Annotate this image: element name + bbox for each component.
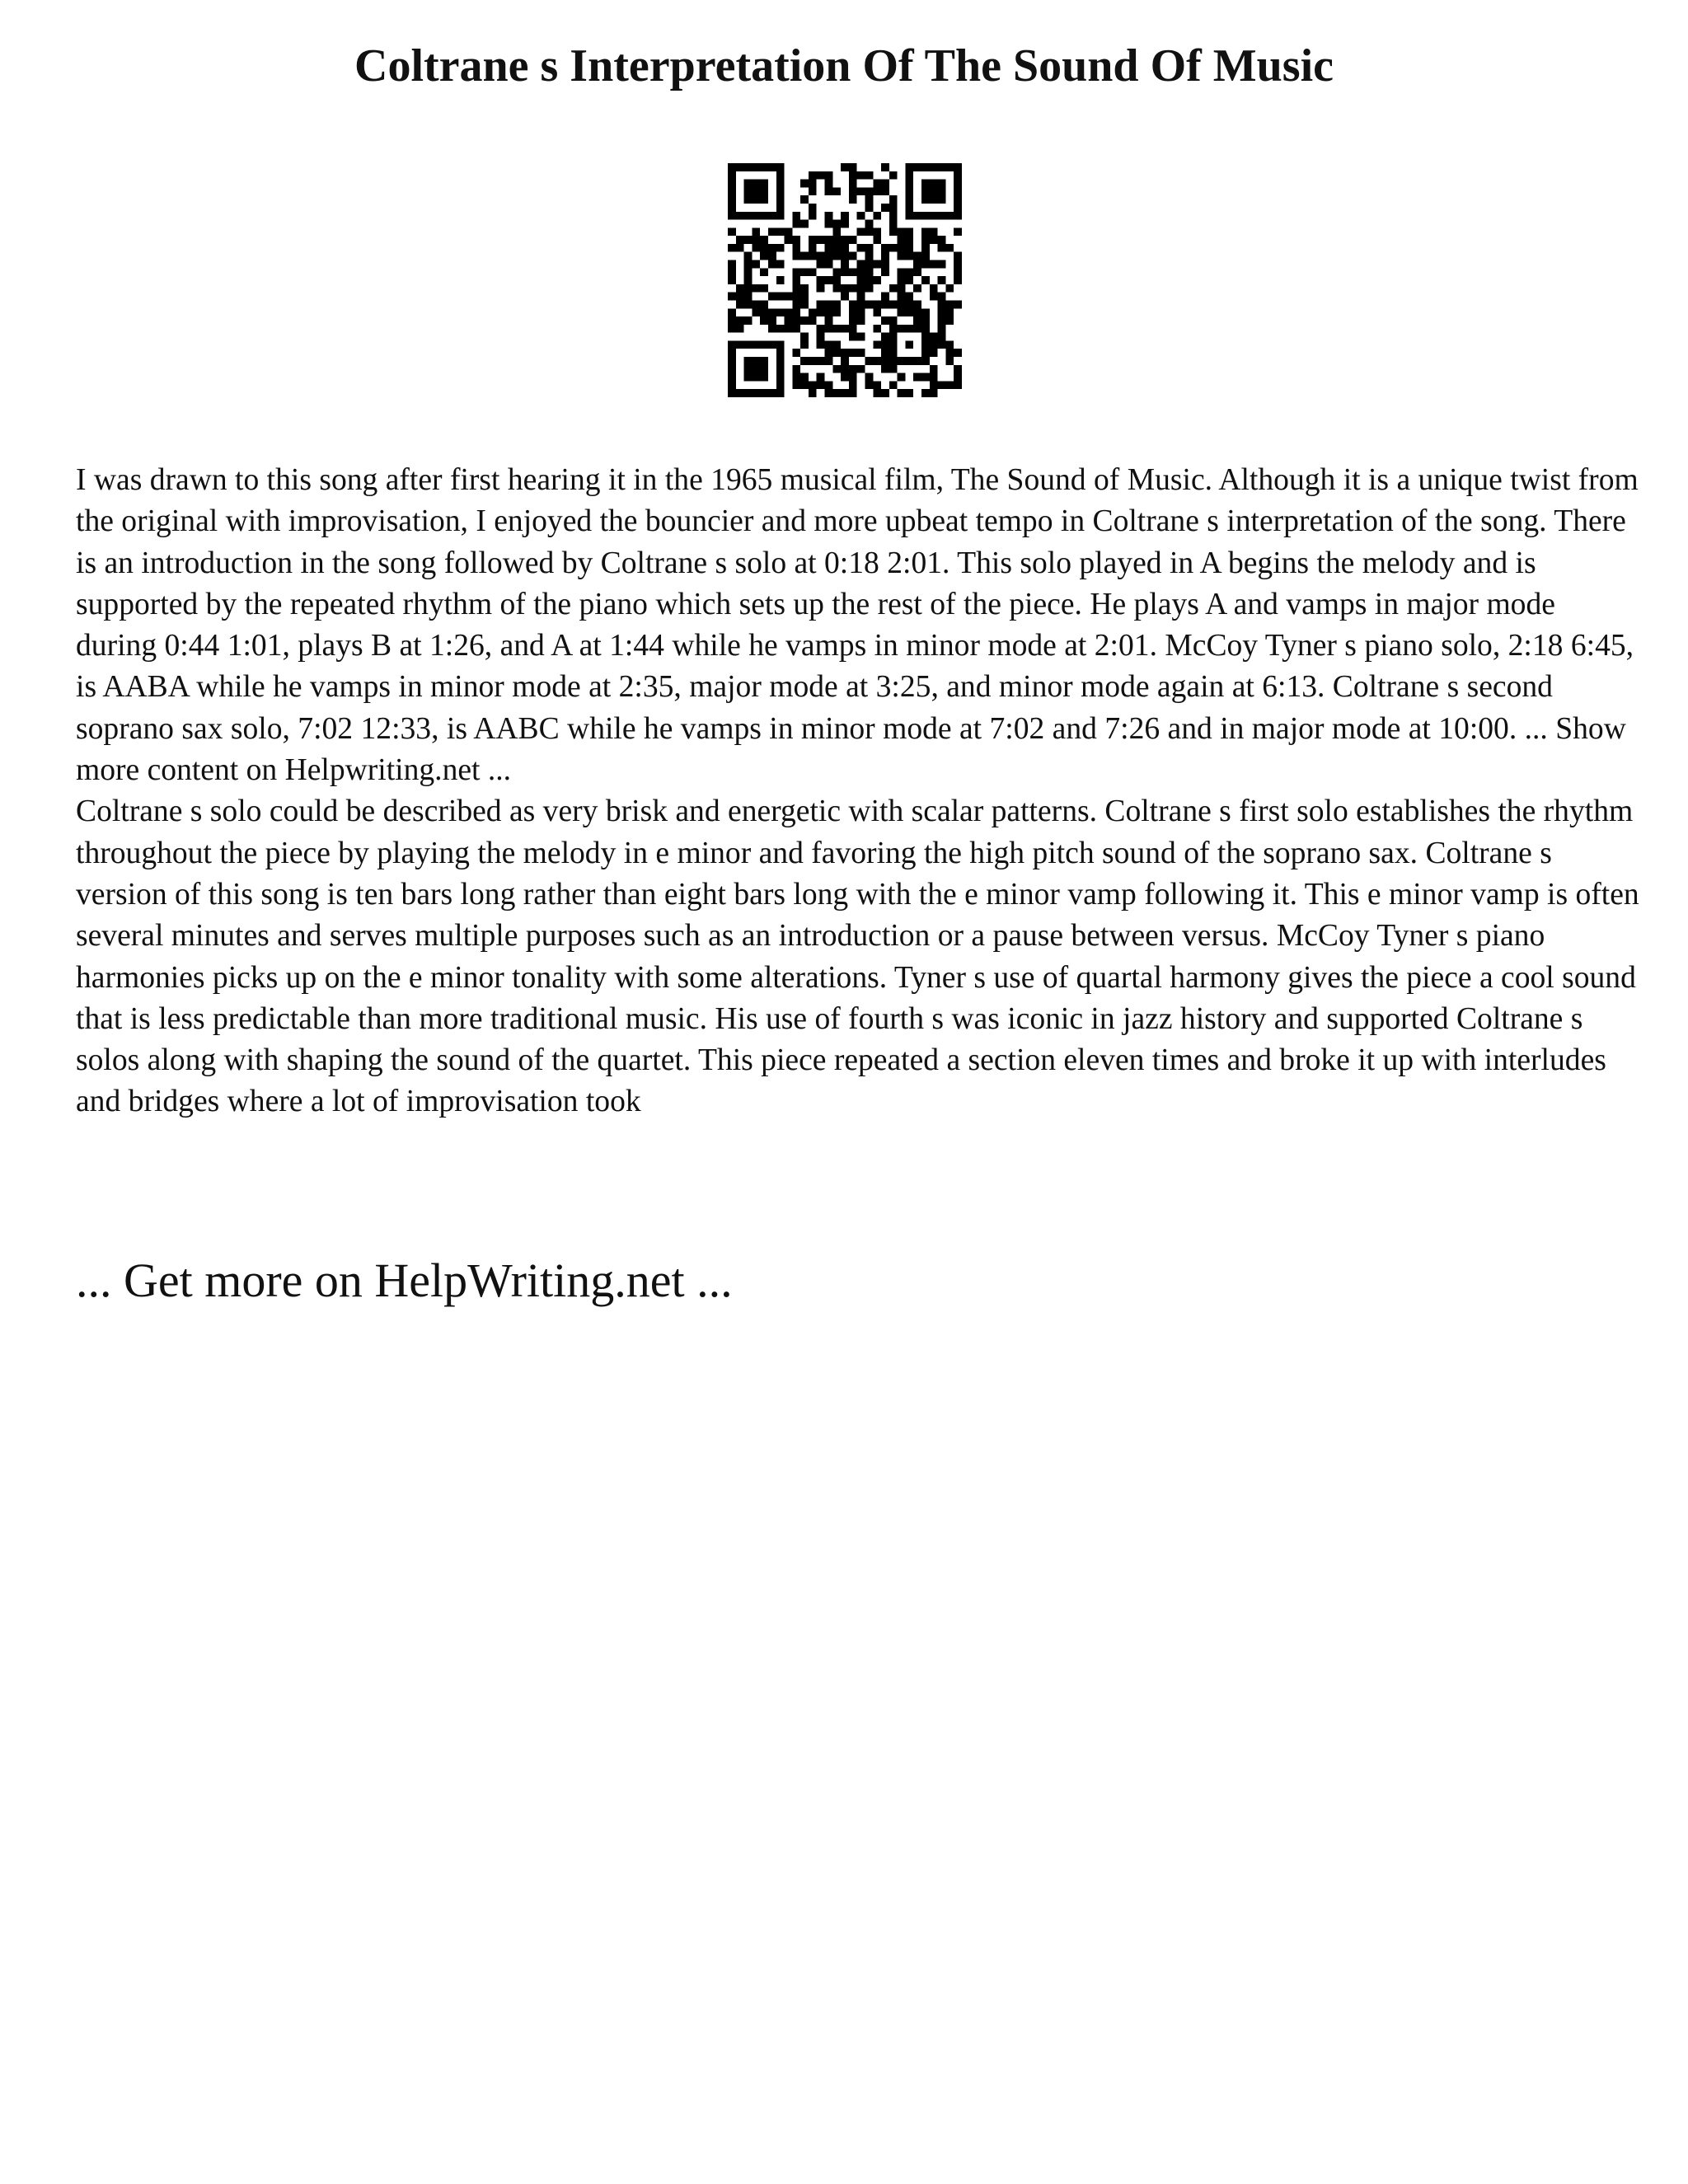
paragraph: I was drawn to this song after first hearing it in the 1965 musical film, The Sound of Music. Although it is a unique twist from the original with improvisation, I enjoyed the bouncier and more upbeat tempo in Coltrane s interpretation of the song. There is an introduction in the song followed by Coltrane s solo at 0:18 2:01. This solo played in A begins the melody and is supported by the repeated rhythm of the piano which sets up the rest of the piece. He plays A and vamps in major mode during 0:44 1:01, plays B at 1:26, and A at 1:44 while he vamps in minor mode at 2:01. McCoy Tyner s piano solo, 2:18 6:45, is AABA while he vamps in minor mode at 2:35, major mode at 3:25, and minor mode again at 6:13. Coltrane s second soprano sax solo, 7:02 12:33, is AABC while he vamps in minor mode at 7:02 and 7:26 and in major mode at 10:00. ... Show more content on Helpwriting.net ... — [76, 463, 1639, 788]
page-title: Coltrane s Interpretation Of The Sound Of Music — [354, 40, 1334, 91]
article-body — [76, 460, 1642, 1123]
paragraph: Coltrane s solo could be described as very brisk and energetic with scalar patterns. Coltrane s first solo establishes the rhythm throughout the piece by playing the melody in e minor and favoring the high pitch sound of the soprano sax. Coltrane s version of this song is ten bars long rather than eight bars long with the e minor vamp following it. This e minor vamp is often several minutes and serves multiple purposes such as an introduction or a pause between versus. McCoy Tyner s piano harmonies picks up on the e minor tonality with some alterations. Tyner s use of quartal harmony gives the piece a cool sound that is less predictable than more traditional music. His use of fourth s was iconic in jazz history and supported Coltrane s solos along with shaping the sound of the quartet. This piece repeated a section eleven times and broke it up with interludes and bridges where a lot of improvisation took — [76, 794, 1639, 1119]
get-more-link[interactable]: ... Get more on HelpWriting.net ... — [76, 1254, 733, 1307]
qr-code-icon — [728, 163, 962, 397]
